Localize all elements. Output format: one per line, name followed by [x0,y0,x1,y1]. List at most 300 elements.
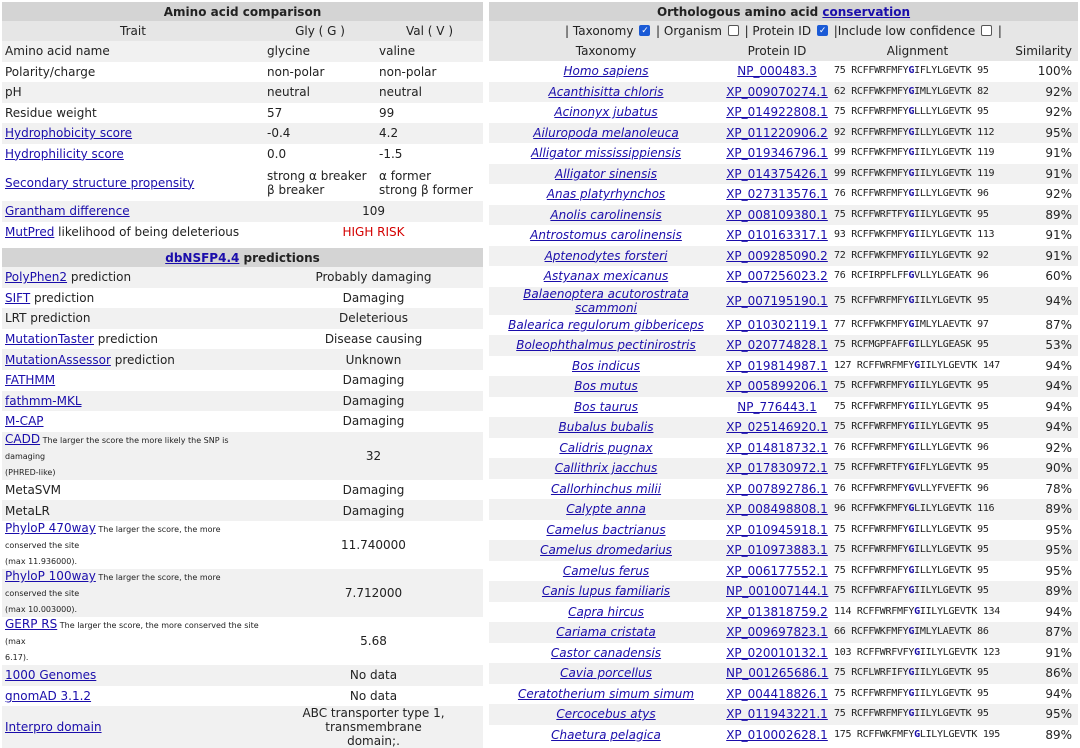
align-pre: RCFFWRFMFY [851,523,909,535]
align-start: 92 [834,126,846,138]
alignment-cell [831,315,1004,336]
align-pre: RCFFWRFTFY [851,208,909,220]
fathmm-mkl-link[interactable]: fathmm-MKL [5,393,82,408]
taxonomy-link[interactable]: Alligator sinensis [555,166,657,181]
trait-link[interactable]: Hydrophilicity score [5,146,124,161]
align-pre: RCFFWKFMFY [851,318,909,330]
table-row [489,266,1078,287]
comparison-row [2,164,483,201]
table-row [489,246,1078,267]
align-post: IILYLGEVTK [914,249,972,261]
align-post: IMLYLGEVTK [914,85,972,97]
align-start: 75 [834,523,846,535]
alt-value: α former [379,168,432,183]
taxonomy-link[interactable]: Callorhinchus milii [550,481,662,496]
taxonomy-link[interactable]: Calypte anna [566,502,646,517]
table-row [489,643,1078,664]
alignment-cell [831,225,1004,246]
cadd-note: The larger the score the more likely the SNP is damaging [5,435,229,461]
align-aa: G [908,462,915,474]
similarity-value: 91% [1004,225,1078,246]
ref-value: glycine [264,41,376,62]
comparison-row [2,222,483,243]
align-start: 75 [834,380,846,392]
prediction-row [2,370,483,391]
taxonomy-link[interactable]: Boleophthalmus pectinirostris [516,338,696,353]
comparison-row [2,201,483,222]
taxonomy-link[interactable]: Bubalus bubalis [558,420,654,435]
dbnsfp-link[interactable]: dbNSFP4.4 [165,250,240,265]
table-row [489,520,1078,541]
align-post: IILYLGEVTK [914,147,972,159]
predictions-title-text: predictions [239,250,320,265]
taxonomy-link[interactable]: Acinonyx jubatus [554,105,658,120]
phylop470-link[interactable]: PhyloP 470way [5,520,96,535]
prediction-row [2,411,483,432]
align-aa: G [908,482,915,494]
protein-id-link[interactable]: XP_008109380.1 [726,207,828,222]
protein-id-link[interactable]: XP_013818759.2 [726,604,828,619]
align-end: 95 [977,65,989,77]
align-start: 175 [834,728,852,740]
filter-separator: | [994,24,1002,38]
align-pre: RCFIRPFLFF [851,270,909,282]
filter-low-confidence-label: |Include low confidence [829,24,980,38]
align-aa: G [908,147,915,159]
align-start: 75 [834,544,846,556]
alignment-cell [831,479,1004,500]
protein-id-link[interactable]: XP_011220906.2 [726,125,828,140]
align-aa: G [908,106,915,118]
prediction-row [2,329,483,350]
col-alt: Val ( V ) [376,21,483,41]
filter-organism-label: | Organism [652,24,726,38]
similarity-value: 92% [1004,438,1078,459]
prediction-row [2,349,483,370]
alt-value: valine [376,41,483,62]
alignment-cell [831,164,1004,185]
taxonomy-link[interactable]: Antrostomus carolinensis [530,228,682,243]
align-pre: RCFMGPFAFF [851,339,909,351]
taxonomy-link[interactable]: Camelus bactrianus [546,522,666,537]
protein-id-link[interactable]: XP_009070274.1 [726,84,828,99]
gerp-value: 5.68 [264,617,483,665]
phylop100-link[interactable]: PhyloP 100way [5,568,96,583]
mutationtaster-link[interactable]: MutationTaster [5,332,94,347]
align-start: 75 [834,294,846,306]
col-trait: Trait [2,21,264,41]
protein-id-link[interactable]: XP_005899206.1 [726,379,828,394]
alignment-cell [831,184,1004,205]
protein-id-link[interactable]: XP_010973883.1 [726,543,828,558]
mutationassessor-value: Unknown [264,349,483,370]
taxonomy-link[interactable]: Ailuropoda melanoleuca [533,125,679,140]
align-pre: RCFFWRFMFY [851,687,909,699]
similarity-value: 89% [1004,581,1078,602]
1000-genomes-link[interactable]: 1000 Genomes [5,668,97,683]
prediction-row [2,665,483,686]
align-end: 112 [977,126,995,138]
taxonomy-link[interactable]: Acanthisitta chloris [548,84,664,99]
protein-id-link[interactable]: XP_014375426.1 [726,166,828,181]
align-aa: G [908,708,915,720]
align-pre: RCFLWRFIFY [851,667,909,679]
filter-protein-id-label: | Protein ID [740,24,815,38]
mutationassessor-link[interactable]: MutationAssessor [5,352,111,367]
align-end: 95 [977,462,989,474]
protein-id-link[interactable]: XP_014818732.1 [726,440,828,455]
ref-value: 57 [264,103,376,124]
align-start: 75 [834,462,846,474]
table-row [489,684,1078,705]
grantham-link[interactable]: Grantham difference [5,204,130,219]
gnomad-value: No data [264,686,483,707]
taxonomy-link[interactable]: Cercocebus atys [556,707,656,722]
mcap-link[interactable]: M-CAP [5,414,44,429]
align-end: 82 [977,85,989,97]
align-end: 119 [977,147,995,159]
trait-label: pH [5,85,22,100]
similarity-value: 92% [1004,184,1078,205]
taxonomy-link[interactable]: Canis lupus familiaris [541,584,671,599]
filter-taxonomy-label: Taxonomy [569,24,638,38]
align-end: 134 [982,605,1000,617]
align-post: ILLYLGEVTK [914,441,972,453]
align-post: IILYLGEVTK [914,400,972,412]
protein-id-link[interactable]: XP_006177552.1 [726,563,828,578]
table-row [489,164,1078,185]
alignment-cell [831,540,1004,561]
taxonomy-link[interactable]: Alligator mississippiensis [530,146,682,161]
taxonomy-link[interactable]: Cavia porcellus [560,666,652,681]
gerp-link[interactable]: GERP RS [5,616,58,631]
taxonomy-link[interactable]: Camelus dromedarius [540,543,672,558]
similarity-value: 94% [1004,684,1078,705]
align-aa: G [908,294,915,306]
table-row [489,438,1078,459]
similarity-value: 92% [1004,102,1078,123]
alignment-cell [831,356,1004,377]
align-pre: RCFFWRFMFY [856,359,915,371]
align-end: 95 [977,400,989,412]
align-post: VLLYFVEFTK [914,482,972,494]
prediction-label: prediction [30,290,95,305]
protein-id-link[interactable]: XP_010163317.1 [726,228,828,243]
taxonomy-link[interactable]: Homo sapiens [563,64,649,79]
taxonomy-link[interactable]: Camelus ferus [562,563,650,578]
protein-id-link[interactable]: XP_020010132.1 [726,645,828,660]
protein-id-link[interactable]: XP_010302119.1 [726,317,828,332]
align-pre: RCFFWRFMFY [851,65,909,77]
taxonomy-link[interactable]: Balearica regulorum gibbericeps [508,317,704,332]
similarity-value: 94% [1004,417,1078,438]
ref-value: non-polar [264,62,376,83]
taxonomy-link[interactable]: Balaenoptera acutorostrata scammoni [523,286,689,315]
protein-id-link[interactable]: XP_020774828.1 [726,338,828,353]
alignment-cell [831,663,1004,684]
alignment-cell [831,335,1004,356]
interpro-value [264,706,483,748]
similarity-value: 95% [1004,520,1078,541]
align-start: 75 [834,208,846,220]
mutpred-value: HIGH RISK [264,222,483,243]
alignment-cell [831,205,1004,226]
protein-id-link[interactable]: XP_009697823.1 [726,625,828,640]
taxonomy-link[interactable]: Aptenodytes forsteri [544,248,668,263]
similarity-value: 95% [1004,540,1078,561]
low-confidence-checkbox[interactable] [981,25,992,36]
trait-link[interactable]: Secondary structure propensity [5,175,195,190]
taxonomy-link[interactable]: Chaetura pelagica [551,727,661,742]
protein-id-link[interactable]: XP_019346796.1 [726,146,828,161]
similarity-value: 94% [1004,602,1078,623]
cadd-value: 32 [264,432,483,480]
align-aa: G [914,359,920,371]
sift-link[interactable]: SIFT [5,290,31,305]
align-pre: RCFFWRFMFY [851,380,909,392]
align-start: 72 [834,249,846,261]
similarity-value: 94% [1004,356,1078,377]
align-end: 95 [977,208,989,220]
prediction-label: prediction [93,332,159,347]
protein-id-link[interactable]: XP_007195190.1 [726,293,828,308]
protein-id-link[interactable]: XP_019814987.1 [726,358,828,373]
align-aa: G [908,523,915,535]
align-pre: RCFFWRFVFY [856,646,915,658]
comparison-row [2,62,483,83]
alignment-cell [831,622,1004,643]
ortholog-title [489,2,1078,21]
protein-id-link[interactable]: NP_776443.1 [737,399,817,414]
polyphen-value: Probably damaging [264,267,483,288]
align-start: 76 [834,188,846,200]
phylop470-note-2: (max 11.936000). [5,556,78,566]
similarity-value: 94% [1004,397,1078,418]
table-row [489,287,1078,315]
gerp-note: The larger the score, the more conserved the site (max [5,620,259,646]
align-post: IILYLGEVTK [914,229,972,241]
taxonomy-link[interactable]: Bos mutus [574,379,638,394]
align-end: 95 [977,564,989,576]
protein-id-link[interactable]: XP_009285090.2 [726,248,828,263]
align-post: IILYLGEVTK [914,687,972,699]
align-pre: RCFFWKFMFY [851,626,909,638]
protein-id-link[interactable]: XP_007892786.1 [726,481,828,496]
table-row [489,602,1078,623]
align-post: IILYLGEVTK [914,421,972,433]
alignment-cell [831,82,1004,103]
similarity-value: 89% [1004,499,1078,520]
align-post: IILYLGEVTK [914,585,972,597]
align-aa: G [908,270,915,282]
align-start: 114 [834,605,852,617]
protein-id-link[interactable]: XP_011943221.1 [726,707,828,722]
metasvm-label: MetaSVM [2,480,264,501]
align-aa: G [914,605,920,617]
align-end: 119 [977,167,995,179]
organism-checkbox[interactable] [728,25,739,36]
table-row [489,184,1078,205]
taxonomy-checkbox[interactable] [639,25,650,36]
align-start: 127 [834,359,852,371]
mutpred-link[interactable]: MutPred [5,224,55,239]
align-pre: RCFFWRFMFY [851,106,909,118]
protein-id-link[interactable]: XP_025146920.1 [726,420,828,435]
align-start: 75 [834,400,846,412]
taxonomy-link[interactable]: Cariama cristata [556,625,656,640]
align-end: 95 [977,339,989,351]
taxonomy-link[interactable]: Bos taurus [573,399,639,414]
align-post: ILLYLGEASK [914,339,972,351]
similarity-value: 91% [1004,143,1078,164]
align-start: 75 [834,708,846,720]
taxonomy-link[interactable]: Calidris pugnax [559,440,653,455]
table-row [489,663,1078,684]
taxonomy-link[interactable]: Astyanax mexicanus [543,269,669,284]
prediction-row [2,686,483,707]
similarity-value: 89% [1004,725,1078,746]
align-aa: G [908,421,915,433]
align-pre: RCFFWKFMFY [851,85,909,97]
alignment-cell [831,704,1004,725]
align-end: 95 [977,708,989,720]
table-row [489,205,1078,226]
taxonomy-link[interactable]: Anas platyrhynchos [546,187,666,202]
taxonomy-link[interactable]: Ceratotherium simum simum [517,686,695,701]
ortholog-title-text: Orthologous amino acid [656,4,823,19]
align-pre: RCFFWRFMFY [851,126,909,138]
align-post: IILYLGEVTK [914,208,972,220]
phylop100-note: The larger the score, the more conserved the site [5,572,221,598]
fathmm-mkl-value: Damaging [264,391,483,412]
taxonomy-link[interactable]: Callithrix jacchus [554,461,658,476]
alignment-cell [831,684,1004,705]
gnomad-link[interactable]: gnomAD 3.1.2 [5,688,92,703]
metalr-label: MetaLR [2,500,264,521]
protein-id-link[interactable]: XP_007256023.2 [726,269,828,284]
protein-id-link[interactable]: NP_000483.3 [737,64,817,79]
align-end: 147 [982,359,1000,371]
align-end: 86 [977,626,989,638]
table-row [489,479,1078,500]
table-row [489,61,1078,82]
align-end: 95 [977,585,989,597]
align-end: 95 [977,380,989,392]
align-start: 75 [834,106,846,118]
align-start: 66 [834,626,846,638]
protein-id-link[interactable]: XP_027313576.1 [726,187,828,202]
align-aa: G [908,126,915,138]
similarity-value: 89% [1004,205,1078,226]
align-end: 95 [977,667,989,679]
phylop100-value: 7.712000 [264,569,483,617]
align-pre: RCFFWRFMFY [851,708,909,720]
protein-id-link[interactable]: NP_001265686.1 [726,666,829,681]
cadd-link[interactable]: CADD [5,431,41,446]
protein-id-link[interactable]: NP_001007144.1 [726,584,829,599]
comparison-row [2,123,483,144]
alignment-cell [831,287,1004,315]
protein-id-link[interactable]: XP_010002628.1 [726,727,828,742]
align-aa: G [914,646,920,658]
table-row [489,376,1078,397]
align-pre: RCFFWKFMFY [856,728,915,740]
trait-link[interactable]: Hydrophobicity score [5,126,133,141]
table-row [489,335,1078,356]
align-aa: G [908,585,915,597]
prediction-row [2,569,483,617]
protein-id-link[interactable]: XP_010945918.1 [726,522,828,537]
align-aa: G [908,441,915,453]
align-start: 75 [834,65,846,77]
table-row [489,123,1078,144]
protein-id-checkbox[interactable] [817,25,828,36]
align-aa: G [908,249,915,261]
table-row [489,581,1078,602]
ref-value: neutral [264,82,376,103]
ref-value: β breaker [267,182,325,197]
table-row [489,561,1078,582]
similarity-value: 86% [1004,663,1078,684]
taxonomy-link[interactable]: Capra hircus [568,604,644,619]
ref-value: strong α breaker [267,168,367,183]
alignment-cell [831,520,1004,541]
protein-id-link[interactable]: XP_004418826.1 [726,686,828,701]
align-aa: G [908,544,915,556]
align-aa: G [908,667,915,679]
align-end: 97 [977,318,989,330]
left-panel [2,2,483,748]
alt-value: 99 [376,103,483,124]
fathmm-link[interactable]: FATHMM [5,373,56,388]
align-pre: RCFFWRFMFY [851,482,909,494]
interpro-link[interactable]: Interpro domain [5,720,102,735]
align-start: 99 [834,167,846,179]
predictions-table [2,248,483,748]
align-aa: G [908,229,915,241]
conservation-link[interactable]: conservation [822,4,911,19]
taxonomy-link[interactable]: Anolis carolinensis [550,207,662,222]
protein-id-link[interactable]: XP_017830972.1 [726,461,828,476]
align-aa: G [908,167,915,179]
taxonomy-link[interactable]: Bos indicus [572,358,640,373]
align-pre: RCFFWRFTFY [851,462,909,474]
align-end: 95 [977,294,989,306]
alt-value: 4.2 [376,123,483,144]
align-start: 77 [834,318,846,330]
polyphen-link[interactable]: PolyPhen2 [5,270,68,285]
align-post: IILYLGEVTK [919,359,978,371]
protein-id-link[interactable]: XP_008498808.1 [726,502,828,517]
similarity-value: 94% [1004,287,1078,315]
align-post: ILLYLGEVTK [914,126,972,138]
table-row [489,704,1078,725]
alignment-cell [831,499,1004,520]
amino-acid-comparison-table [2,2,483,242]
taxonomy-link[interactable]: Castor canadensis [550,645,662,660]
align-start: 75 [834,564,846,576]
protein-id-link[interactable]: XP_014922808.1 [726,105,828,120]
align-aa: G [908,65,915,77]
align-aa: G [908,188,915,200]
alignment-cell [831,561,1004,582]
alt-value: non-polar [376,62,483,83]
alignment-cell [831,102,1004,123]
align-end: 195 [982,728,1000,740]
table-row [489,82,1078,103]
align-end: 95 [977,523,989,535]
1000-genomes-value: No data [264,665,483,686]
